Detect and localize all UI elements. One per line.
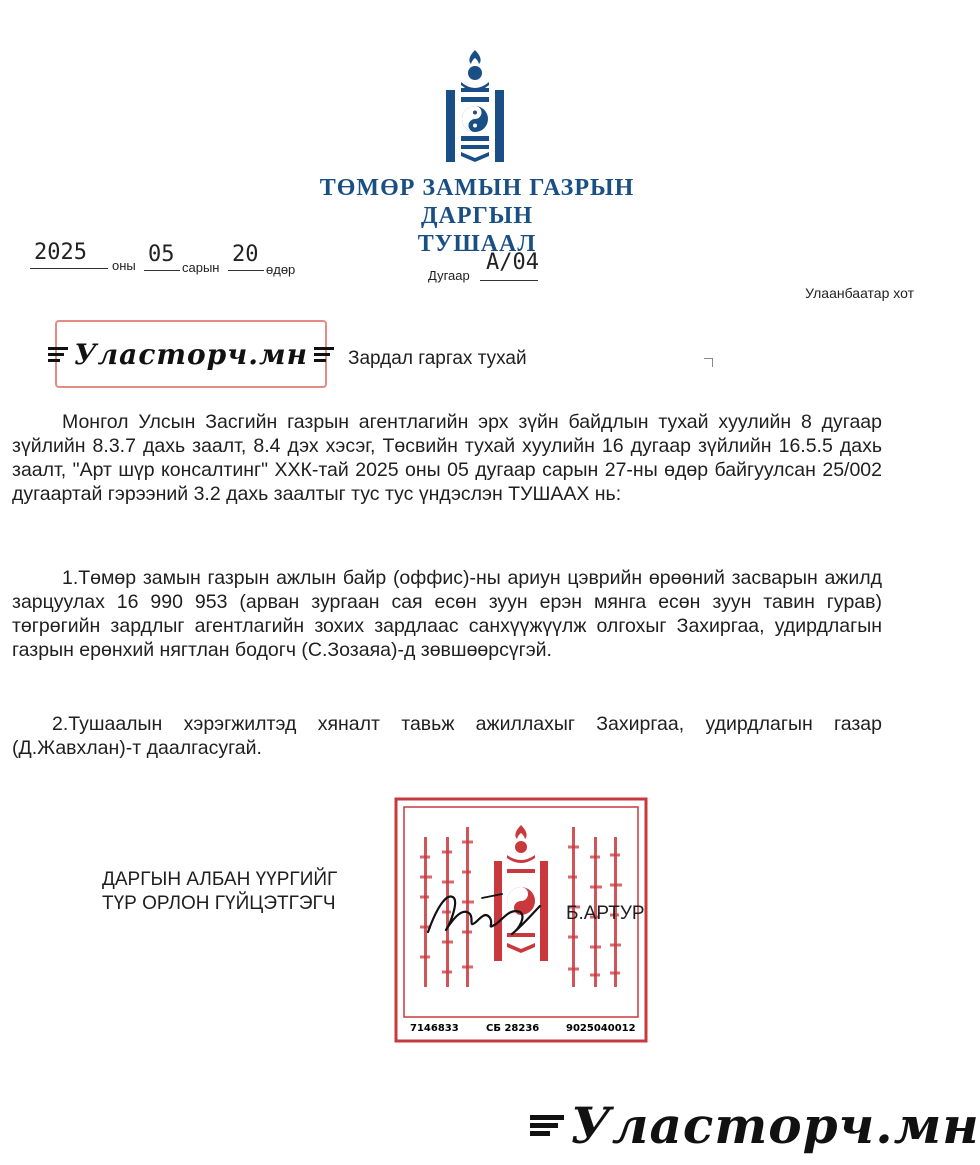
footer-watermark-text: Уласторч.мн [570, 1095, 980, 1155]
footer-stripes-left-icon [530, 1115, 564, 1136]
date-year: 2025 [34, 240, 87, 265]
date-month-suffix: сарын [182, 260, 220, 275]
watermark-stripes-right-icon [314, 347, 334, 362]
signatory-title [102, 868, 337, 916]
footer-watermark [570, 1090, 980, 1160]
org-title-line1: ТӨМӨР ЗАМЫН ГАЗРЫН ДАРГЫН [319, 175, 635, 229]
date-month: 05 [148, 242, 175, 267]
org-title-line2: ТУШААЛ [417, 231, 537, 257]
number-label: Дугаар [428, 268, 470, 283]
paragraph-preamble: Монгол Улсын Засгийн газрын агентлагийн эрх зүйн байдлын тухай хуулийн 8 дугаар зүйлийн 8.3.7 дахь заалт, 8.4 дэх хэсэг, Төсвийн тухай хуулийн 16 дугаар зүйлийн 16.5.5 дахь заалт, "Арт шүр консалтинг" ХХК-тай 2025 оны 05 дугаар сарын 27-ны өдөр байгуулсан 25/002 дугаартай гэрээний 3.2 дахь заалтыг тус тус үндэслэн ТУШААХ нь: [12, 411, 882, 505]
date-year-suffix: оны [112, 258, 136, 273]
watermark-text: Уласторч.мн [73, 337, 309, 371]
paragraph-item-1: 1.Төмөр замын газрын ажлын байр (оффис)-ны ариун цэврийн өрөөний засварын ажилд зарцуулах 16 990 953 (арван зургаан сая есөн зуун ерэн мянга есөн зуун тавин гурав) төгрөгийн зардлыг агентлагийн зохих зардлаас санхүүжүүлж олгохыг Захиргаа, удирдлагын газрын ерөнхий нягтлан бодогч (С.Зозаяа)-д зөвшөөрсүгэй. [12, 567, 882, 661]
signatory-title-line1: ДАРГЫН АЛБАН ҮҮРГИЙГ [102, 869, 338, 890]
signatory-name: Б.АРТУР [566, 903, 645, 924]
city: Улаанбаатар хот [805, 285, 914, 301]
seal-number-left: 7146833 [410, 1023, 459, 1034]
signatory-title-line2: ТҮР ОРЛОН ГҮЙЦЭТГЭГЧ [102, 893, 336, 914]
corner-mark-icon [704, 358, 713, 367]
seal-number-mid: СБ 28236 [486, 1023, 540, 1034]
date-day: 20 [232, 242, 259, 267]
number-value: A/04 [486, 250, 539, 275]
seal-number-right: 9025040012 [566, 1023, 636, 1034]
paragraph-item-2: 2.Тушаалын хэрэгжилтэд хяналт тавьж ажиллахыг Захиргаа, удирдлагын газар (Д.Жавхлан)-т даалгасугай. [12, 713, 882, 759]
watermark-box [55, 320, 327, 388]
soyombo-emblem-icon [444, 48, 506, 166]
watermark-stripes-left-icon [48, 347, 68, 362]
date-day-suffix: өдөр [266, 262, 296, 277]
date-line [30, 240, 930, 300]
subject: Зардал гаргах тухай [348, 348, 527, 369]
handwritten-signature [424, 884, 544, 944]
